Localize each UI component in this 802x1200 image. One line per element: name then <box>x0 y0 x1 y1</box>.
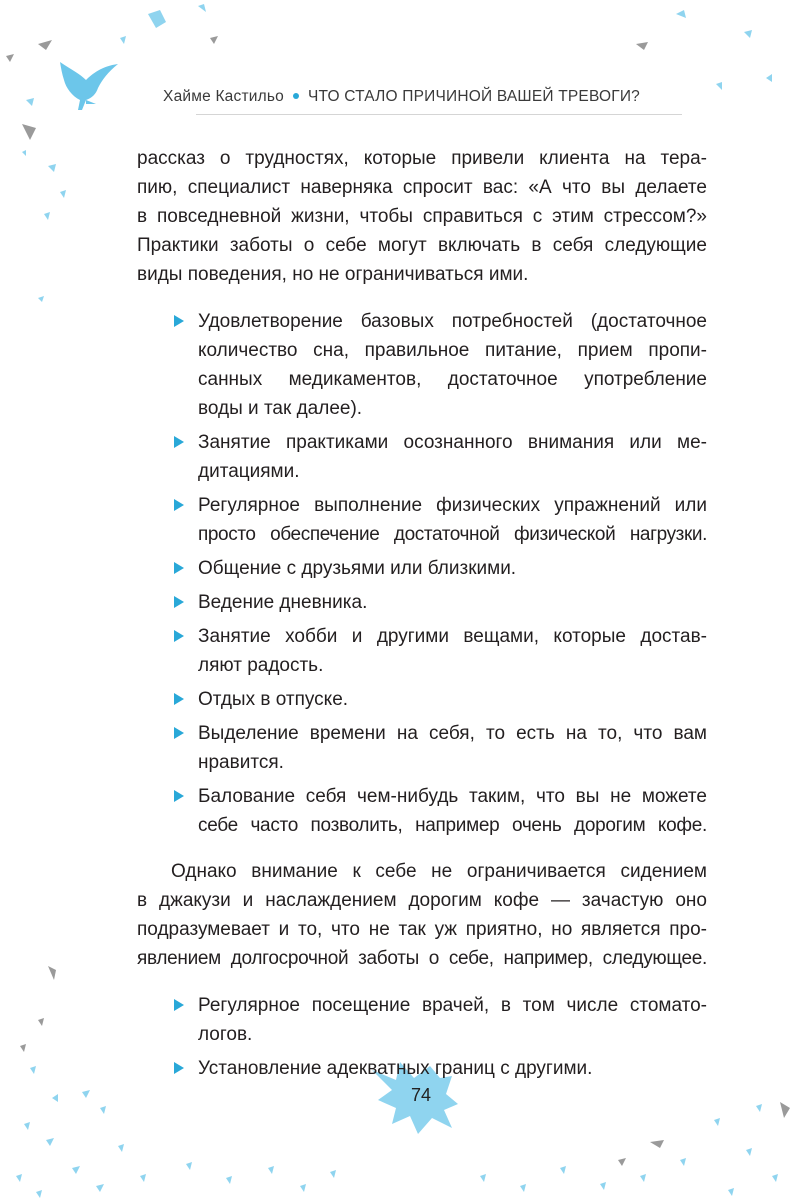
text-line: Балование себя чем-нибудь таким, что вы не можете <box>198 786 707 807</box>
list-item <box>137 491 707 549</box>
text-line: Однако внимание к себе не ограничивается сидением <box>171 861 707 882</box>
text-line: виды поведения, но не ограничиваться ими. <box>137 264 529 285</box>
text-line: ляют радость. <box>198 655 324 676</box>
bullet-triangle-icon <box>174 596 184 608</box>
text-line: воды и так далее). <box>198 398 363 419</box>
list-item <box>137 991 707 1049</box>
text-line: явлением долгосрочной заботы о себе, например, следующее. <box>137 948 707 969</box>
text-line: просто обеспечение достаточной физической нагрузки. <box>198 524 707 545</box>
text-line: себе часто позволить, например очень дорогим кофе. <box>198 815 707 836</box>
text-line: Регулярное выполнение физических упражнений или <box>198 495 707 516</box>
bullet-triangle-icon <box>174 499 184 511</box>
text-line: нравится. <box>198 752 284 773</box>
list-item <box>137 307 707 423</box>
text-line: Регулярное посещение врачей, в том числе стомато- <box>198 995 707 1016</box>
bullet-triangle-icon <box>174 315 184 327</box>
text-line: пию, специалист наверняка спросит вас: «А что вы делаете <box>137 177 707 198</box>
text-line: Общение с друзьями или близкими. <box>198 558 517 579</box>
text-line: подразумевает и то, что не так уж приятно, но является про- <box>137 919 707 940</box>
page-body <box>137 144 707 1100</box>
list-item <box>137 554 707 583</box>
bullet-triangle-icon <box>174 436 184 448</box>
list-item <box>137 685 707 714</box>
text-line: количество сна, правильное питание, прием пропи- <box>198 340 707 361</box>
self-care-list <box>137 307 707 840</box>
bullet-triangle-icon <box>174 1062 184 1074</box>
page-number: 74 <box>410 1085 432 1105</box>
bullet-triangle-icon <box>174 630 184 642</box>
text-line: санных медикаментов, достаточное употребление <box>198 369 707 390</box>
text-line: Ведение дневника. <box>198 592 368 613</box>
text-line: дитациями. <box>198 461 300 482</box>
list-item <box>137 719 707 777</box>
paragraph-2 <box>137 857 707 973</box>
text-line: Выделение времени на себя, то есть на то, что вам <box>198 723 707 744</box>
text-line: Практики заботы о себе могут включать в себя следующие <box>137 235 707 256</box>
text-line: Отдых в отпуске. <box>198 689 349 710</box>
long-term-care-list <box>137 991 707 1083</box>
paragraph-1 <box>137 144 707 289</box>
text-line: логов. <box>198 1024 253 1045</box>
header-rule <box>196 114 682 115</box>
text-line: Удовлетворение базовых потребностей (достаточное <box>198 311 707 332</box>
text-line: Занятие хобби и другими вещами, которые достав- <box>198 626 707 647</box>
bullet-triangle-icon <box>174 727 184 739</box>
header-title: ЧТО СТАЛО ПРИЧИНОЙ ВАШЕЙ ТРЕВОГИ? <box>307 88 640 105</box>
list-item <box>137 782 707 840</box>
bullet-triangle-icon <box>174 693 184 705</box>
text-line: Установление адекватных границ с другими. <box>198 1058 593 1079</box>
text-line: Занятие практиками осознанного внимания или ме- <box>198 432 707 453</box>
list-item <box>137 588 707 617</box>
header-separator-dot <box>293 93 299 99</box>
bullet-triangle-icon <box>174 999 184 1011</box>
bullet-triangle-icon <box>174 790 184 802</box>
header-author: Хайме Кастильо <box>163 88 284 105</box>
list-item <box>137 1054 707 1083</box>
text-line: в джакузи и наслаждением дорогим кофе — зачастую оно <box>137 890 707 911</box>
list-item <box>137 428 707 486</box>
text-line: в повседневной жизни, чтобы справиться с этим стрессом?» <box>137 206 707 227</box>
list-item <box>137 622 707 680</box>
bullet-triangle-icon <box>174 562 184 574</box>
running-head <box>0 88 640 106</box>
text-line: рассказ о трудностях, которые привели клиента на тера- <box>137 148 707 169</box>
